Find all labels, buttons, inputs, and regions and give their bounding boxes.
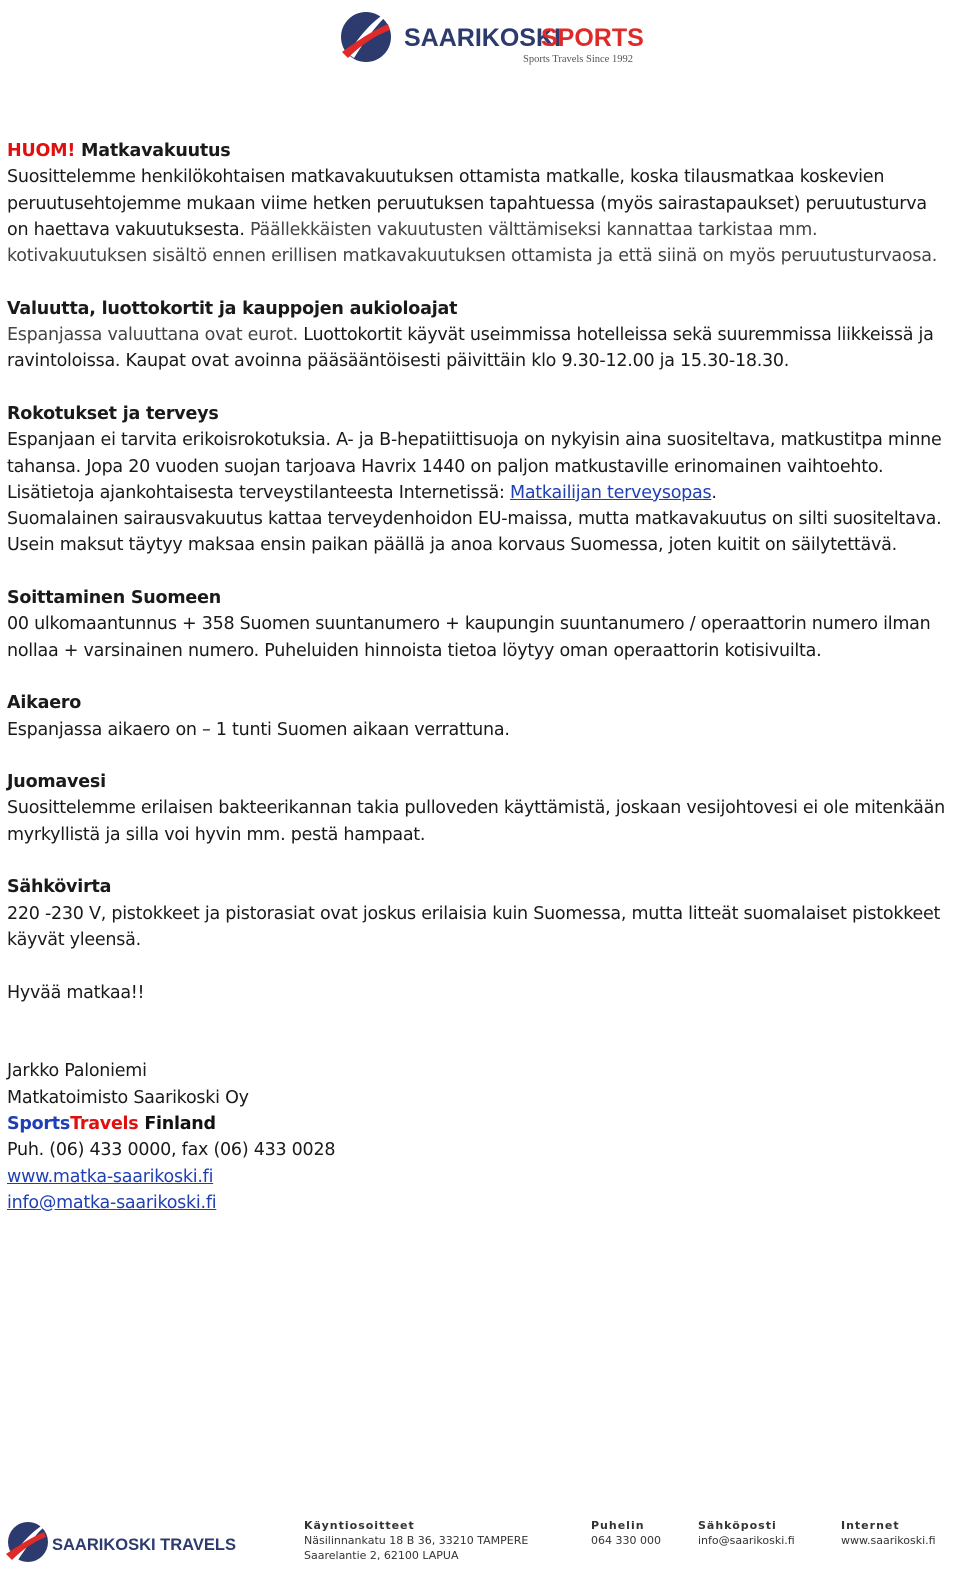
footer-address — [304, 1518, 528, 1563]
water-heading: Juomavesi — [7, 772, 106, 793]
document-body — [7, 138, 947, 1216]
health-body-1 — [7, 427, 947, 506]
signature-phone: Puh. (06) 433 0000, fax (06) 433 0028 — [7, 1140, 336, 1161]
brand-word-2: SPORTS — [541, 24, 644, 52]
signature-web-link[interactable]: www.matka-saarikoski.fi — [7, 1166, 214, 1187]
page-footer — [0, 1510, 960, 1587]
signature-email-link[interactable]: info@matka-saarikoski.fi — [7, 1192, 217, 1213]
signature-brand-travels: Travels — [70, 1113, 139, 1134]
currency-body-1: Espanjassa valuuttana ovat eurot. — [7, 325, 298, 346]
timezone-heading: Aikaero — [7, 693, 82, 714]
calling-body: 00 ulkomaantunnus + 358 Suomen suuntanumero + kaupungin suuntanumero / operaattorin numero ilman nollaa + varsinainen numero. Puheluiden hinnoista tietoa löytyy oman operaattorin kotisivuilta. — [7, 614, 931, 661]
currency-heading: Valuutta, luottokortit ja kauppojen aukioloajat — [7, 298, 458, 319]
footer-email — [698, 1518, 795, 1548]
calling-heading: Soittaminen Suomeen — [7, 588, 221, 609]
footer-address-label: Käyntiosoitteet — [304, 1519, 415, 1532]
health-body-2: Suomalainen sairausvakuutus kattaa terveydenhoidon EU-maissa, mutta matkavakuutus on silti suositeltava. Usein maksut täytyy maksaa ensin paikan päällä ja anoa korvaus Suomessa, joten kuitit on säilytettävä. — [7, 509, 942, 556]
timezone-body: Espanjassa aikaero on – 1 tunti Suomen aikaan verrattuna. — [7, 719, 510, 740]
currency-body — [7, 322, 947, 375]
electricity-body: 220 -230 V, pistokkeet ja pistorasiat ovat joskus erilaisia kuin Suomessa, mutta litteät suomalaiset pistokkeet käyvät yleensä. — [7, 903, 941, 950]
saarikoski-travels-logo — [6, 1518, 236, 1572]
saarikoski-sports-logo — [340, 2, 670, 72]
signature-name: Jarkko Paloniemi — [7, 1061, 147, 1082]
signature-company: Matkatoimisto Saarikoski Oy — [7, 1087, 249, 1108]
footer-web — [841, 1518, 936, 1548]
footer-address-1: Näsilinnankatu 18 B 36, 33210 TAMPERE — [304, 1534, 529, 1547]
footer-email-value: info@saarikoski.fi — [698, 1534, 795, 1547]
footer-web-label: Internet — [841, 1519, 900, 1532]
signature-brand-finland: Finland — [138, 1113, 216, 1134]
health-guide-link[interactable]: Matkailijan terveysopas — [509, 482, 712, 503]
health-heading: Rokotukset ja terveys — [7, 403, 219, 424]
brand-tagline: Sports Travels Since 1992 — [523, 54, 633, 65]
brand-word-1: SAARIKOSKI — [404, 24, 561, 52]
insurance-body — [7, 164, 947, 269]
footer-phone — [591, 1518, 661, 1548]
footer-phone-value: 064 330 000 — [591, 1534, 661, 1547]
footer-phone-label: Puhelin — [591, 1519, 645, 1532]
health-text-end: . — [711, 482, 717, 503]
insurance-body-extra: Päällekkäisten vakuutusten välttämiseksi kannattaa tarkistaa mm. kotivakuutuksen sisältö ennen erillisen matkavakuutuksen ottamista ja että siinä on myös peruutusturvaosa. — [7, 219, 938, 267]
footer-email-label: Sähköposti — [698, 1519, 777, 1532]
signature-brand-sports: Sports — [7, 1113, 71, 1134]
alert-label: HUOM! — [7, 141, 76, 161]
signature-brand — [7, 1111, 947, 1137]
health-text: Espanjaan ei tarvita erikoisrokotuksia. A- ja B-hepatiittisuoja on nykyisin aina suositeltava, matkustitpa minne tahansa. Jopa 20 vuoden suojan tarjoava Havrix 1440 on paljon matkustaville erinomainen vaihtoehto. Lisätietoja ajankohtaisesta terveystilanteesta Internetissä: — [7, 430, 942, 503]
insurance-title: Matkavakuutus — [81, 141, 231, 161]
insurance-heading — [7, 138, 947, 164]
footer-logo-text: SAARIKOSKI TRAVELS — [52, 1536, 236, 1554]
water-body: Suosittelemme erilaisen bakteerikannan takia pulloveden käyttämistä, joskaan vesijohtovesi ei ole mitenkään myrkyllistä ja silla voi hyvin mm. pestä hampaat. — [7, 798, 945, 845]
closing-text: Hyvää matkaa!! — [7, 982, 145, 1003]
currency-body-2: Luottokortit käyvät useimmissa hotelleissa sekä suuremmissa liikkeissä ja ravintoloissa. Kaupat ovat avoinna pääsääntöisesti päivittäin klo 9.30-12.00 ja 15.30-18.30. — [7, 325, 934, 372]
footer-address-2: Saarelantie 2, 62100 LAPUA — [304, 1549, 459, 1562]
footer-web-value: www.saarikoski.fi — [841, 1534, 936, 1547]
electricity-heading: Sähkövirta — [7, 877, 112, 898]
insurance-body-main: Suosittelemme henkilökohtaisen matkavakuutuksen ottamista matkalle, koska tilausmatkaa koskevien peruutusehtojemme mukaan viime hetken peruutuksen tapahtuessa (myös sairastapaukset) peruutusturva on haettava vakuutuksesta. — [7, 167, 927, 240]
